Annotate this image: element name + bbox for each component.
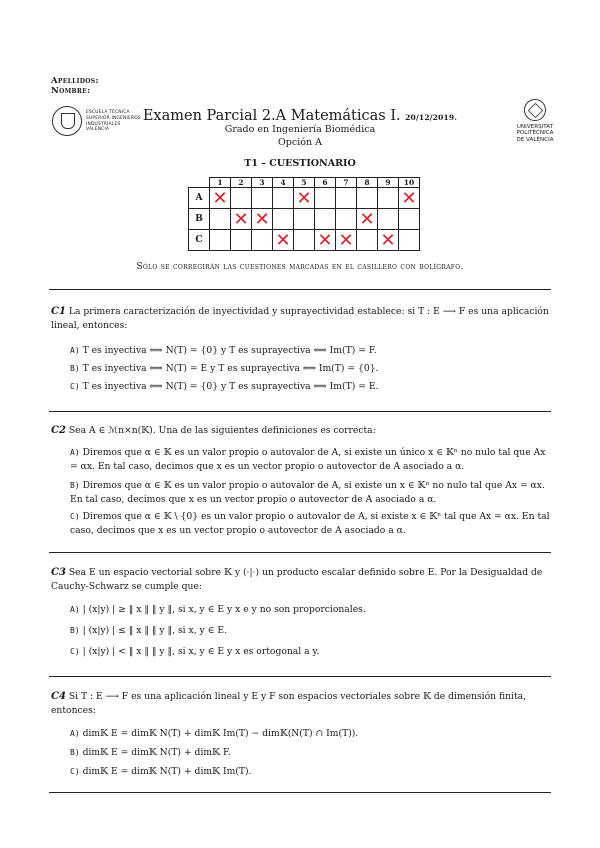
question-text: Sea E un espacio vectorial sobre 𝕂 y (·|·) un producto escalar definido sobre E. Por la Desigualdad de Cauchy-Schwarz se cumple que: xyxy=(51,567,543,592)
option-text: | (x|y) | ≥ ‖ x ‖ ‖ y ‖, si x, y ∈ E y x e y no son proporcionales. xyxy=(82,604,366,615)
question-c3 xyxy=(51,566,551,594)
cross-mark-icon: ✕ xyxy=(401,187,417,209)
option-c2-a xyxy=(70,446,550,474)
university-seal-icon xyxy=(524,99,546,121)
option-key: A) xyxy=(70,605,80,614)
grid-column-header: 6 xyxy=(315,178,336,188)
divider xyxy=(49,676,551,677)
school-line: SUPERIOR INGENIEROS xyxy=(86,115,141,121)
option-text: dim𝕂 E = dim𝕂 N(T) + dim𝕂 F. xyxy=(82,747,231,758)
cross-mark-icon: ✕ xyxy=(380,229,396,251)
divider xyxy=(49,411,551,412)
answer-cell[interactable] xyxy=(273,209,294,230)
answer-cell[interactable] xyxy=(231,230,252,251)
option-text: Diremos que α ∈ 𝕂 es un valor propio o autovalor de A, si existe un único x ∈ 𝕂ⁿ no nulo tal que Ax = αx. En tal caso, decimos que x es un vector propio o autovector de A asociado a α. xyxy=(70,447,546,472)
question-text: La primera caracterización de inyectividad y suprayectividad establece: si T : E ⟶ F es una aplicación lineal, entonces: xyxy=(51,306,549,331)
option-text: Diremos que α ∈ 𝕂 es un valor propio o autovalor de A, si existe un x ∈ 𝕂ⁿ no nulo tal que Ax = αx. En tal caso, decimos que x es un vector propio o autovector de A asociado a α. xyxy=(70,480,545,505)
cross-mark-icon: ✕ xyxy=(338,229,354,251)
option-c4-a xyxy=(70,727,550,741)
cross-mark-icon: ✕ xyxy=(233,208,249,230)
grid-column-header: 8 xyxy=(357,178,378,188)
answer-cell[interactable] xyxy=(252,188,273,209)
answer-cell[interactable] xyxy=(210,188,231,209)
answer-cell[interactable] xyxy=(210,230,231,251)
grid-row-label: A xyxy=(189,188,210,209)
answer-cell[interactable] xyxy=(336,209,357,230)
option-text: | (x|y) | < ‖ x ‖ ‖ y ‖, si x, y ∈ E y x es ortogonal a y. xyxy=(82,646,320,657)
answer-cell[interactable] xyxy=(231,209,252,230)
cross-mark-icon: ✕ xyxy=(254,208,270,230)
question-number: C1 xyxy=(51,306,66,317)
answer-cell[interactable] xyxy=(357,188,378,209)
option-key: A) xyxy=(70,729,80,738)
answer-cell[interactable] xyxy=(315,209,336,230)
answer-cell[interactable] xyxy=(336,188,357,209)
cross-mark-icon: ✕ xyxy=(359,208,375,230)
answer-cell[interactable] xyxy=(378,209,399,230)
grid-column-header: 2 xyxy=(231,178,252,188)
option-c2-b xyxy=(70,479,550,507)
answer-cell[interactable] xyxy=(399,188,420,209)
option-key: B) xyxy=(70,481,80,490)
divider xyxy=(49,289,551,290)
school-line: INDUSTRIALES VALENCIA xyxy=(86,121,121,133)
grid-row xyxy=(189,209,420,230)
question-text: Si T : E ⟶ F es una aplicación lineal y E y F son espacios vectoriales sobre 𝕂 de dimensión finita, entonces: xyxy=(51,691,527,716)
divider xyxy=(49,792,551,793)
cross-mark-icon: ✕ xyxy=(296,187,312,209)
grid-column-header: 4 xyxy=(273,178,294,188)
option-text: | (x|y) | ≤ ‖ x ‖ ‖ y ‖, si x, y ∈ E. xyxy=(82,625,228,636)
grid-column-header: 9 xyxy=(378,178,399,188)
answer-cell[interactable] xyxy=(252,209,273,230)
answer-cell[interactable] xyxy=(378,230,399,251)
grid-column-header: 3 xyxy=(252,178,273,188)
grid-row xyxy=(189,188,420,209)
option-c2-c xyxy=(70,510,550,538)
exam-title: Examen Parcial 2.A Matemáticas I. xyxy=(142,108,401,124)
question-c2 xyxy=(51,424,551,438)
exam-date: 20/12/2019. xyxy=(405,113,458,122)
option-text: T es inyectiva ⟺ N(T) = E y T es suprayectiva ⟺ Im(T) = {0}. xyxy=(82,363,379,374)
answer-cell[interactable] xyxy=(357,209,378,230)
option-c1-a xyxy=(70,344,550,358)
grid-column-header: 10 xyxy=(399,178,420,188)
option-c4-b xyxy=(70,746,550,760)
university-line: UNIVERSITAT xyxy=(516,124,554,130)
option-key: A) xyxy=(70,346,80,355)
option-key: B) xyxy=(70,364,80,373)
answer-cell[interactable] xyxy=(315,230,336,251)
grid-row-label: C xyxy=(189,230,210,251)
question-text: Sea A ∈ ℳn×n(𝕂). Una de las siguientes definiciones es correcta: xyxy=(68,425,376,436)
option-key: C) xyxy=(70,382,80,391)
university-logo xyxy=(505,99,565,143)
answer-cell[interactable] xyxy=(273,230,294,251)
answer-cell[interactable] xyxy=(378,188,399,209)
option-key: B) xyxy=(70,748,80,757)
answer-cell[interactable] xyxy=(210,209,231,230)
grid-row-label: B xyxy=(189,209,210,230)
answer-cell[interactable] xyxy=(294,188,315,209)
option-text: T es inyectiva ⟺ N(T) = {0} y T es suprayectiva ⟺ Im(T) = E. xyxy=(82,381,379,392)
divider xyxy=(49,552,551,553)
option-key: C) xyxy=(70,767,80,776)
option-c3-a xyxy=(70,603,550,617)
exam-option: Opción A xyxy=(278,137,322,148)
answer-cell[interactable] xyxy=(273,188,294,209)
answer-grid xyxy=(188,177,420,251)
question-c1 xyxy=(51,305,551,333)
answer-cell[interactable] xyxy=(399,230,420,251)
answer-cell[interactable] xyxy=(252,230,273,251)
nombre-label: Nombre: xyxy=(51,86,91,96)
answer-cell[interactable] xyxy=(294,230,315,251)
option-text: dim𝕂 E = dim𝕂 N(T) + dim𝕂 Im(T) − dim𝕂(N(T) ∩ Im(T)). xyxy=(82,728,359,739)
option-key: A) xyxy=(70,448,80,457)
apellidos-label: Apellidos: xyxy=(51,76,99,86)
degree-name: Grado en Ingeniería Biomédica xyxy=(224,124,376,135)
answer-cell[interactable] xyxy=(336,230,357,251)
university-line: DE VALÈNCIA xyxy=(516,136,554,143)
answer-cell[interactable] xyxy=(231,188,252,209)
option-key: C) xyxy=(70,647,80,656)
cross-mark-icon: ✕ xyxy=(212,187,228,209)
grid-row xyxy=(189,230,420,251)
university-line: POLITÈCNICA xyxy=(516,130,554,137)
option-key: B) xyxy=(70,626,80,635)
answer-cell[interactable] xyxy=(357,230,378,251)
cross-mark-icon: ✕ xyxy=(317,229,333,251)
question-number: C4 xyxy=(51,691,66,702)
grid-corner xyxy=(189,178,210,188)
section-title: T1 – CUESTIONARIO xyxy=(244,158,356,169)
grid-column-header: 1 xyxy=(210,178,231,188)
answer-cell[interactable] xyxy=(399,209,420,230)
option-text: dim𝕂 E = dim𝕂 N(T) + dim𝕂 Im(T). xyxy=(82,766,252,777)
option-text: Diremos que α ∈ 𝕂 \ {0} es un valor propio o autovalor de A, si existe x ∈ 𝕂ⁿ tal que Ax = αx. En tal caso, decimos que x es un vector propio o autovector de A asociado a α. xyxy=(70,511,550,536)
grid-column-header: 5 xyxy=(294,178,315,188)
option-c4-c xyxy=(70,765,550,779)
question-number: C3 xyxy=(51,567,66,578)
grid-column-header: 7 xyxy=(336,178,357,188)
option-c1-b xyxy=(70,362,550,376)
option-c1-c xyxy=(70,380,550,394)
cross-mark-icon: ✕ xyxy=(275,229,291,251)
question-c4 xyxy=(51,690,551,718)
school-line: ESCUELA TÉCNICA xyxy=(86,110,130,115)
option-c3-c xyxy=(70,645,550,659)
notice-text: Sólo se corregirán las cuestiones marcadas en el casillero con bolígrafo. xyxy=(136,262,464,272)
answer-cell[interactable] xyxy=(315,188,336,209)
option-key: C) xyxy=(70,512,80,521)
option-c3-b xyxy=(70,624,550,638)
question-number: C2 xyxy=(51,425,66,436)
option-text: T es inyectiva ⟺ N(T) = {0} y T es suprayectiva ⟺ Im(T) = F. xyxy=(82,345,377,356)
answer-cell[interactable] xyxy=(294,209,315,230)
